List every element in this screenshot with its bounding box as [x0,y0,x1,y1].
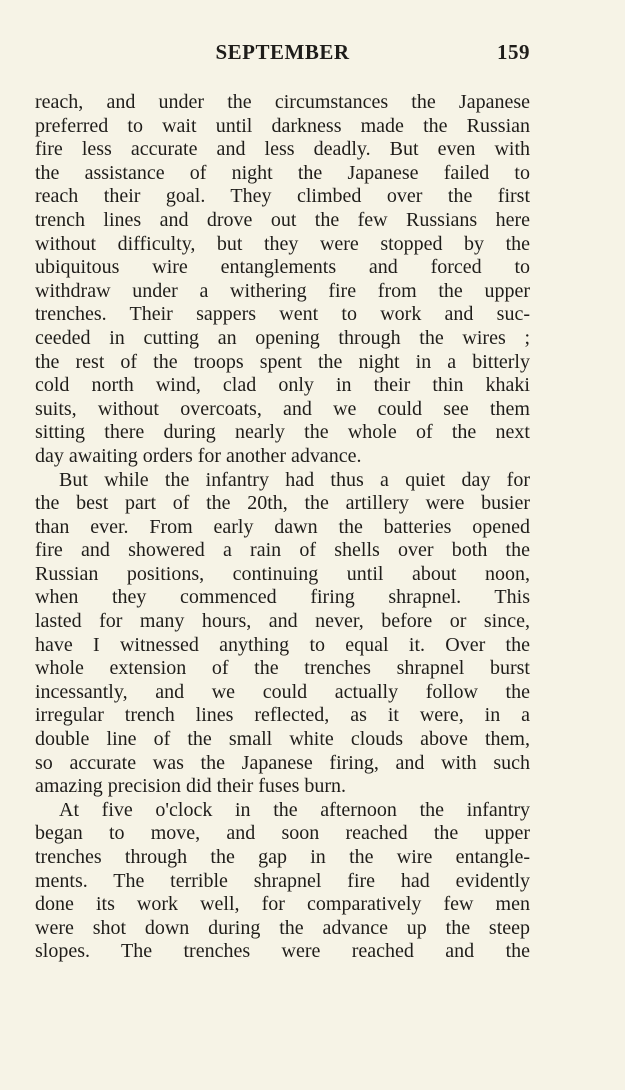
text-line: were shot down during the advance up the steep [35,916,530,939]
text-line: trenches through the gap in the wire entangle- [35,846,530,868]
text-line: double line of the small white clouds above them, [35,728,530,751]
text-line: ubiquitous wire entanglements and forced to [35,256,530,279]
text-line: ceeded in cutting an opening through the wires ; [35,326,530,349]
paragraph-end-line: day awaiting orders for another advance. [35,444,362,467]
text-line: fire and showered a rain of shells over both the [35,539,530,562]
text-line: trench lines and drove out the few Russians here [35,208,530,231]
text-line: the rest of the troops spent the night in a bitterly [35,350,530,373]
text-line: cold north wind, clad only in their thin khaki [35,374,530,397]
paragraph-first-line: But while the infantry had thus a quiet day for [59,468,530,491]
text-line: reach, and under the circumstances the Japanese [35,91,530,113]
text-line: irregular trench lines reflected, as it were, in a [35,704,530,727]
text-line: reach their goal. They climbed over the first [35,185,530,208]
text-line: whole extension of the trenches shrapnel burst [35,657,530,680]
text-line: fire less accurate and less deadly. But even with [35,138,530,161]
text-line: Russian positions, continuing until about noon, [35,562,530,585]
text-line: without difficulty, but they were stopped by the [35,232,530,255]
text-line: incessantly, and we could actually follow the [35,680,530,703]
body-text [35,91,530,964]
text-line: so accurate was the Japanese firing, and with such [35,751,530,774]
text-line: lasted for many hours, and never, before or since, [35,610,530,633]
text-line: suits, without overcoats, and we could see them [35,397,530,420]
text-line: ments. The terrible shrapnel fire had evidently [35,869,530,892]
paragraph-first-line: At five o'clock in the afternoon the infantry [59,798,530,821]
text-line: preferred to wait until darkness made the Russian [35,114,530,137]
page-number: 159 [497,40,530,64]
text-line: when they commenced firing shrapnel. This [35,586,530,609]
running-title: SEPTEMBER [215,40,350,64]
running-head [35,40,530,68]
text-line: done its work well, for comparatively few men [35,893,530,916]
text-line: began to move, and soon reached the upper [35,822,530,845]
text-line: sitting there during nearly the whole of the next [35,421,530,444]
text-line: the best part of the 20th, the artillery were busier [35,492,530,515]
text-line: than ever. From early dawn the batteries opened [35,515,530,538]
text-line: the assistance of night the Japanese failed to [35,161,530,184]
text-line: have I witnessed anything to equal it. Over the [35,633,530,656]
text-line: withdraw under a withering fire from the upper [35,279,530,302]
paragraph-end-line: amazing precision did their fuses burn. [35,775,347,798]
text-line: slopes. The trenches were reached and the [35,940,530,963]
text-line: trenches. Their sappers went to work and suc- [35,303,530,326]
